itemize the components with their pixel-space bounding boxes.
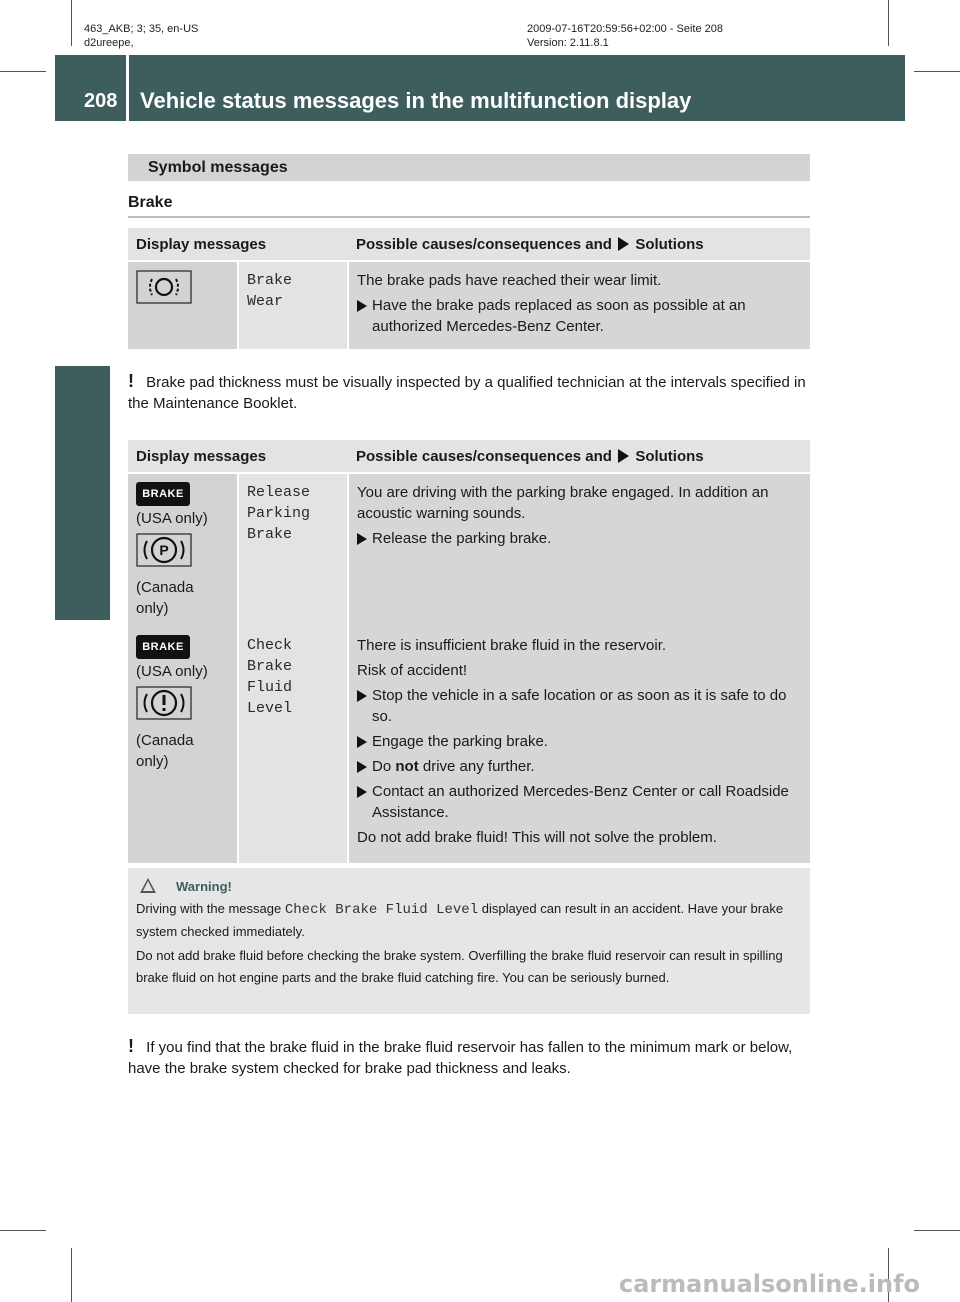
arrow-icon [618,449,629,463]
crop-mark [71,0,72,46]
header-causes-label: Possible causes/consequences and [356,235,612,253]
subsection-rule [128,216,810,218]
brake-icon: BRAKE [136,635,190,659]
brake-wear-icon [136,270,192,304]
note-paragraph [128,1036,810,1079]
side-tab-label: Practical hints [77,430,107,608]
print-meta-right [527,22,723,50]
message-cell [238,261,348,349]
print-meta-left-line2: d2ureepe, [84,37,134,49]
solution-step [357,781,802,823]
solution-step [357,685,802,727]
svg-text:P: P [159,542,169,558]
message-line: Fluid [247,679,293,696]
solution-cell [348,261,810,349]
header-causes-solutions [348,228,810,261]
note-text: If you find that the brake fluid in the brake fluid reservoir has fallen to the minimum mark or below, have the brake system checked for brake pad thickness and leaks. [128,1039,793,1077]
solution-step [357,295,802,337]
message-line: Brake [247,658,293,675]
page-title: Vehicle status messages in the multifunction display [140,88,692,113]
header-display-messages: Display messages [128,228,348,261]
table-row [128,627,810,863]
warning-text: displayed can result in an accident. Have your brake system checked immediately. [136,901,784,939]
crop-mark [71,1248,72,1302]
header-causes-solutions [348,440,810,473]
message-line: Check [247,637,293,654]
step-arrow-icon [357,786,367,798]
crop-mark [0,1230,46,1231]
message-line: Parking [247,505,311,522]
cause-text: There is insufficient brake fluid in the reservoir. [357,637,667,654]
header-divider [126,55,129,121]
table-row [128,261,810,349]
brake-wear-table [128,228,810,349]
symbol-cell [128,473,238,627]
step-arrow-icon [357,736,367,748]
print-meta-left [84,22,198,50]
warning-text: Driving with the message [136,901,282,916]
crop-mark [0,71,46,72]
table-header-row [128,440,810,473]
parking-brake-table [128,440,810,863]
step-text: Engage the parking brake. [372,733,548,750]
canada-label: (Canada only) [136,732,194,770]
header-causes-label: Possible causes/consequences and [356,447,612,465]
symbol-cell [128,627,238,863]
step-text: Stop the vehicle in a safe location or as soon as it is safe to do so. [372,687,787,725]
solution-cell [348,473,810,627]
brake-warning-icon [136,686,192,720]
cause-text: You are driving with the parking brake engaged. In addition an acoustic warning sounds. [357,484,769,522]
risk-text: Risk of accident! [357,662,468,679]
print-meta-right-line1: 2009-07-16T20:59:56+02:00 - Seite 208 [527,23,724,35]
canada-label: (Canada only) [136,579,194,617]
usa-label: (USA only) [136,663,208,680]
display-message-ref: Check Brake Fluid Level [284,902,479,918]
watermark: carmanualsonline.info [618,1270,920,1298]
page-number: 208 [84,90,118,112]
brake-icon: BRAKE [136,482,190,506]
warning-title: Warning! [176,879,232,894]
step-arrow-icon [357,761,367,773]
subsection-title: Brake [128,194,173,211]
step-text: Contact an authorized Mercedes-Benz Center or call Roadside Assistance. [372,783,789,821]
closing-text: Do not add brake fluid! This will not solve the problem. [357,829,717,846]
header-display-messages: Display messages [128,440,348,473]
message-cell [238,627,348,863]
warning-triangle-icon [140,878,156,893]
solution-step [357,756,802,777]
warning-paragraph-2: Do not add brake fluid before checking the brake system. Overfilling the brake fluid reservoir can result in spilling brake fluid on hot engine parts and the brake fluid catching fire. You can be seriously burned. [136,948,783,985]
header-solutions-label: Solutions [635,447,704,465]
note-icon: ! [128,1036,134,1056]
cause-text: The brake pads have reached their wear limit. [357,272,662,289]
solution-step [357,528,802,549]
message-line: Release [247,484,311,501]
note-icon: ! [128,371,134,391]
crop-mark [914,1230,960,1231]
crop-mark [914,71,960,72]
step-text: Have the brake pads replaced as soon as possible at an authorized Mercedes-Benz Center. [372,297,746,335]
step-text: Release the parking brake. [372,530,552,547]
note-paragraph [128,371,810,414]
message-line: Brake [247,526,293,543]
header-solutions-label: Solutions [635,235,704,253]
table-row [128,473,810,627]
print-meta-right-line2: Version: 2.11.8.1 [527,37,609,49]
step-emphasis: not [395,758,419,775]
step-text: drive any further. [422,758,535,775]
message-line: Brake [247,272,293,289]
step-text: Do [372,758,392,775]
message-line: Wear [247,293,284,310]
crop-mark [888,0,889,46]
note-text: Brake pad thickness must be visually inspected by a qualified technician at the intervals specified in the Maintenance Booklet. [128,374,806,412]
step-arrow-icon [357,533,367,545]
solution-cell [348,627,810,863]
message-line: Level [247,700,293,717]
section-title: Symbol messages [148,159,288,176]
arrow-icon [618,237,629,251]
step-arrow-icon [357,300,367,312]
message-cell [238,473,348,627]
usa-label: (USA only) [136,510,208,527]
print-meta-left-line1: 463_AKB; 3; 35, en-US [84,23,199,35]
step-arrow-icon [357,690,367,702]
solution-step [357,731,802,752]
warning-paragraph-1 [136,898,802,943]
table-header-row [128,228,810,261]
warning-box [128,868,810,1014]
parking-brake-icon [136,533,192,567]
symbol-cell [128,261,238,349]
